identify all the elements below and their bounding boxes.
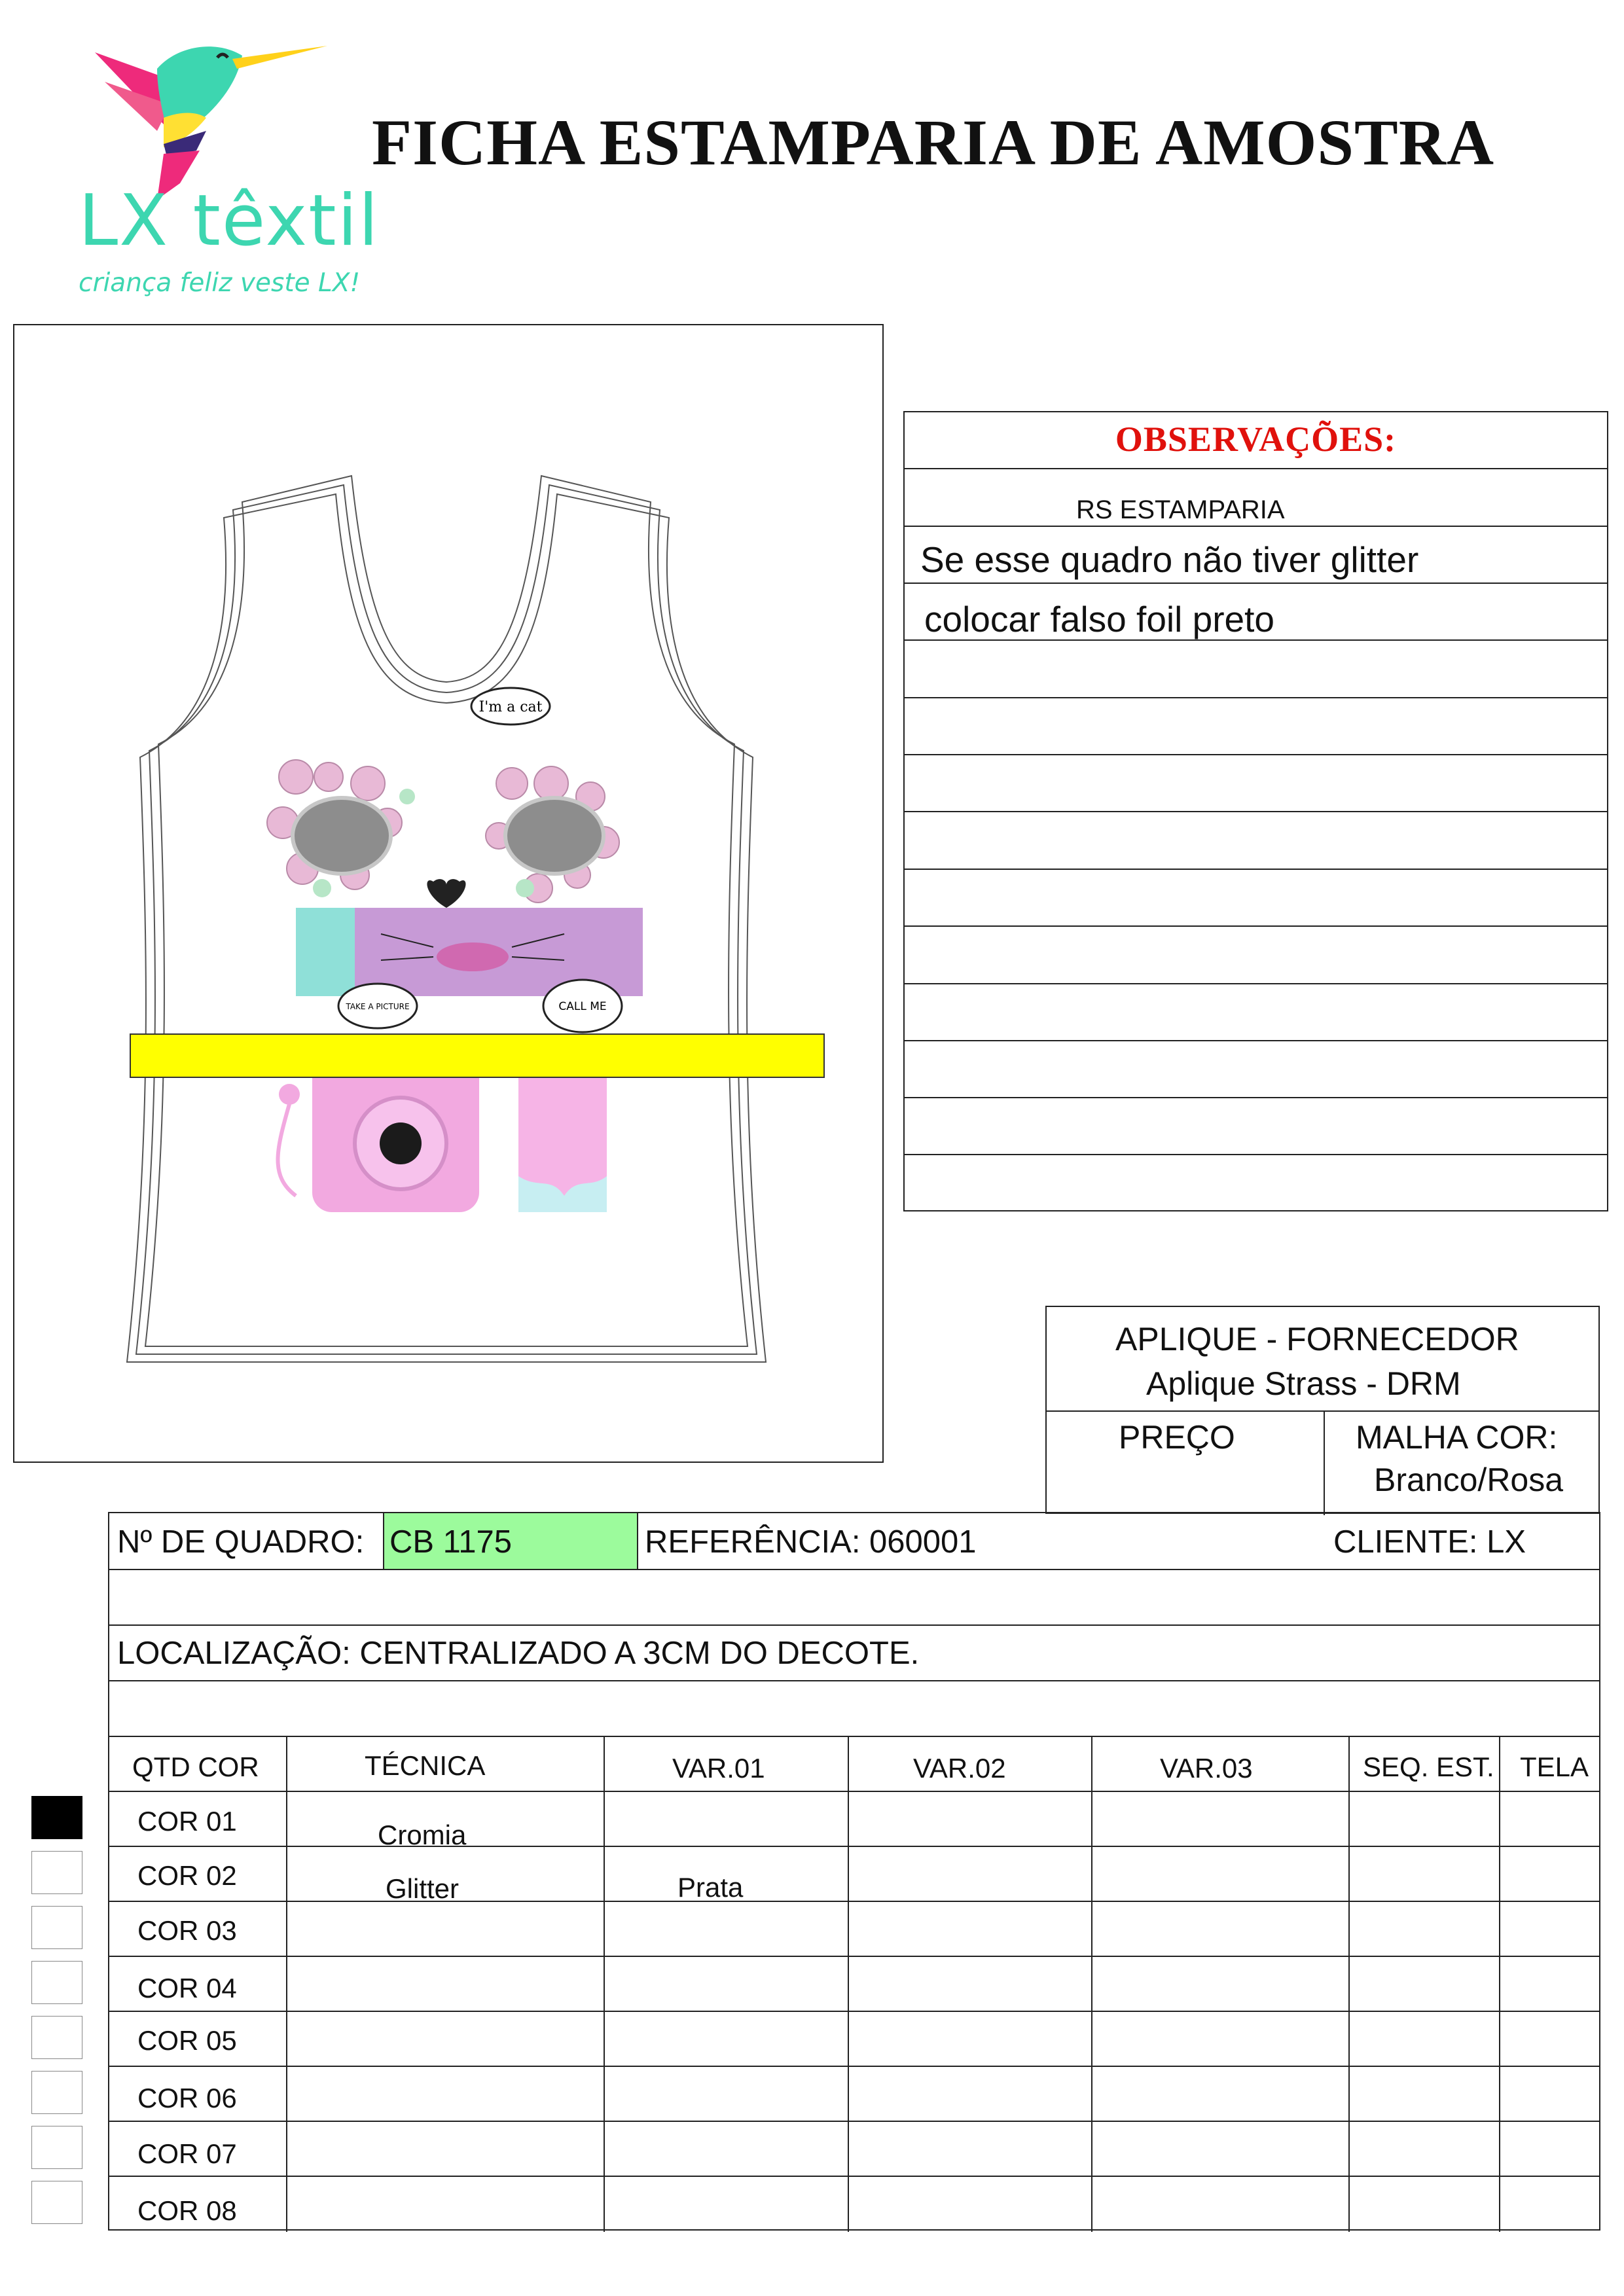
cor-row-label: COR 06	[137, 2083, 237, 2113]
cor-row-label: COR 01	[137, 1806, 237, 1837]
observation-line-1: RS ESTAMPARIA	[1076, 495, 1285, 524]
color-swatch-07[interactable]	[31, 2126, 82, 2169]
col-header-seq-est: SEQ. EST.	[1363, 1751, 1494, 1782]
localizacao-text: LOCALIZAÇÃO: CENTRALIZADO A 3CM DO DECOTE.	[117, 1636, 920, 1671]
color-swatch-05[interactable]	[31, 2016, 82, 2059]
cor-row-tecnica: Cromia	[378, 1820, 467, 1850]
malha-label: MALHA COR:	[1356, 1419, 1558, 1456]
col-header-var03: VAR.03	[1160, 1753, 1253, 1784]
referencia-text: REFERÊNCIA: 060001	[645, 1524, 977, 1560]
observation-blank-row[interactable]	[905, 1155, 1607, 1211]
aplique-value: Aplique Strass - DRM	[1146, 1365, 1461, 1402]
color-swatch-04[interactable]	[31, 1961, 82, 2004]
col-header-qtd-cor: QTD COR	[132, 1751, 259, 1782]
bubble-text-call: CALL ME	[558, 1000, 607, 1013]
color-swatch-08[interactable]	[31, 2181, 82, 2224]
malha-value: Branco/Rosa	[1374, 1462, 1564, 1498]
observation-blank-row[interactable]	[905, 698, 1607, 755]
page-title: FICHA ESTAMPARIA DE AMOSTRA	[372, 106, 1495, 179]
col-header-var01: VAR.01	[672, 1753, 765, 1784]
cor-row-label: COR 04	[137, 1973, 237, 2003]
print-artwork	[267, 688, 643, 1212]
observation-blank-row[interactable]	[905, 1098, 1607, 1155]
observation-line-3: colocar falso foil preto	[924, 599, 1274, 639]
observations-title: OBSERVAÇÕES:	[1115, 420, 1397, 459]
technical-form	[108, 1512, 1600, 2231]
quadro-label: Nº DE QUADRO:	[117, 1524, 365, 1560]
color-swatch-02[interactable]	[31, 1851, 82, 1894]
brand-name: LX têxtil	[79, 180, 380, 262]
col-header-tecnica: TÉCNICA	[365, 1750, 486, 1781]
color-swatch-03[interactable]	[31, 1906, 82, 1949]
aplique-box	[1045, 1306, 1600, 1514]
brand-tagline: criança feliz veste LX!	[79, 268, 361, 298]
observation-blank-row[interactable]	[905, 984, 1607, 1041]
tank-top-outline	[14, 325, 885, 1464]
cor-row-label: COR 02	[137, 1860, 237, 1891]
cor-row-label: COR 07	[137, 2138, 237, 2169]
col-header-var02: VAR.02	[913, 1753, 1006, 1784]
observation-blank-row[interactable]	[905, 1041, 1607, 1098]
observation-blank-row[interactable]	[905, 641, 1607, 698]
observation-blank-row[interactable]	[905, 870, 1607, 927]
cor-row-label: COR 08	[137, 2195, 237, 2226]
garment-panel	[13, 324, 884, 1463]
observations-box	[903, 411, 1608, 1211]
color-swatch-06[interactable]	[31, 2071, 82, 2114]
placement-highlight-bar	[130, 1033, 825, 1078]
color-swatch-01[interactable]	[31, 1796, 82, 1839]
bubble-text-picture: TAKE A PICTURE	[346, 1002, 410, 1011]
price-label: PREÇO	[1119, 1419, 1235, 1456]
observation-line-2: Se esse quadro não tiver glitter	[920, 539, 1419, 580]
cor-row-var01: Prata	[677, 1872, 744, 1903]
aplique-heading: APLIQUE - FORNECEDOR	[1115, 1321, 1519, 1357]
quadro-value: CB 1175	[389, 1524, 513, 1560]
col-header-tela: TELA	[1520, 1751, 1589, 1782]
cor-row-label: COR 03	[137, 1915, 237, 1946]
cor-row-label: COR 05	[137, 2025, 237, 2056]
bubble-text-cat: I'm a cat	[478, 699, 543, 715]
observation-blank-row[interactable]	[905, 755, 1607, 812]
cor-row-tecnica: Glitter	[386, 1873, 460, 1904]
cliente-text: CLIENTE: LX	[1333, 1524, 1526, 1560]
observation-blank-row[interactable]	[905, 812, 1607, 870]
observation-blank-row[interactable]	[905, 927, 1607, 984]
